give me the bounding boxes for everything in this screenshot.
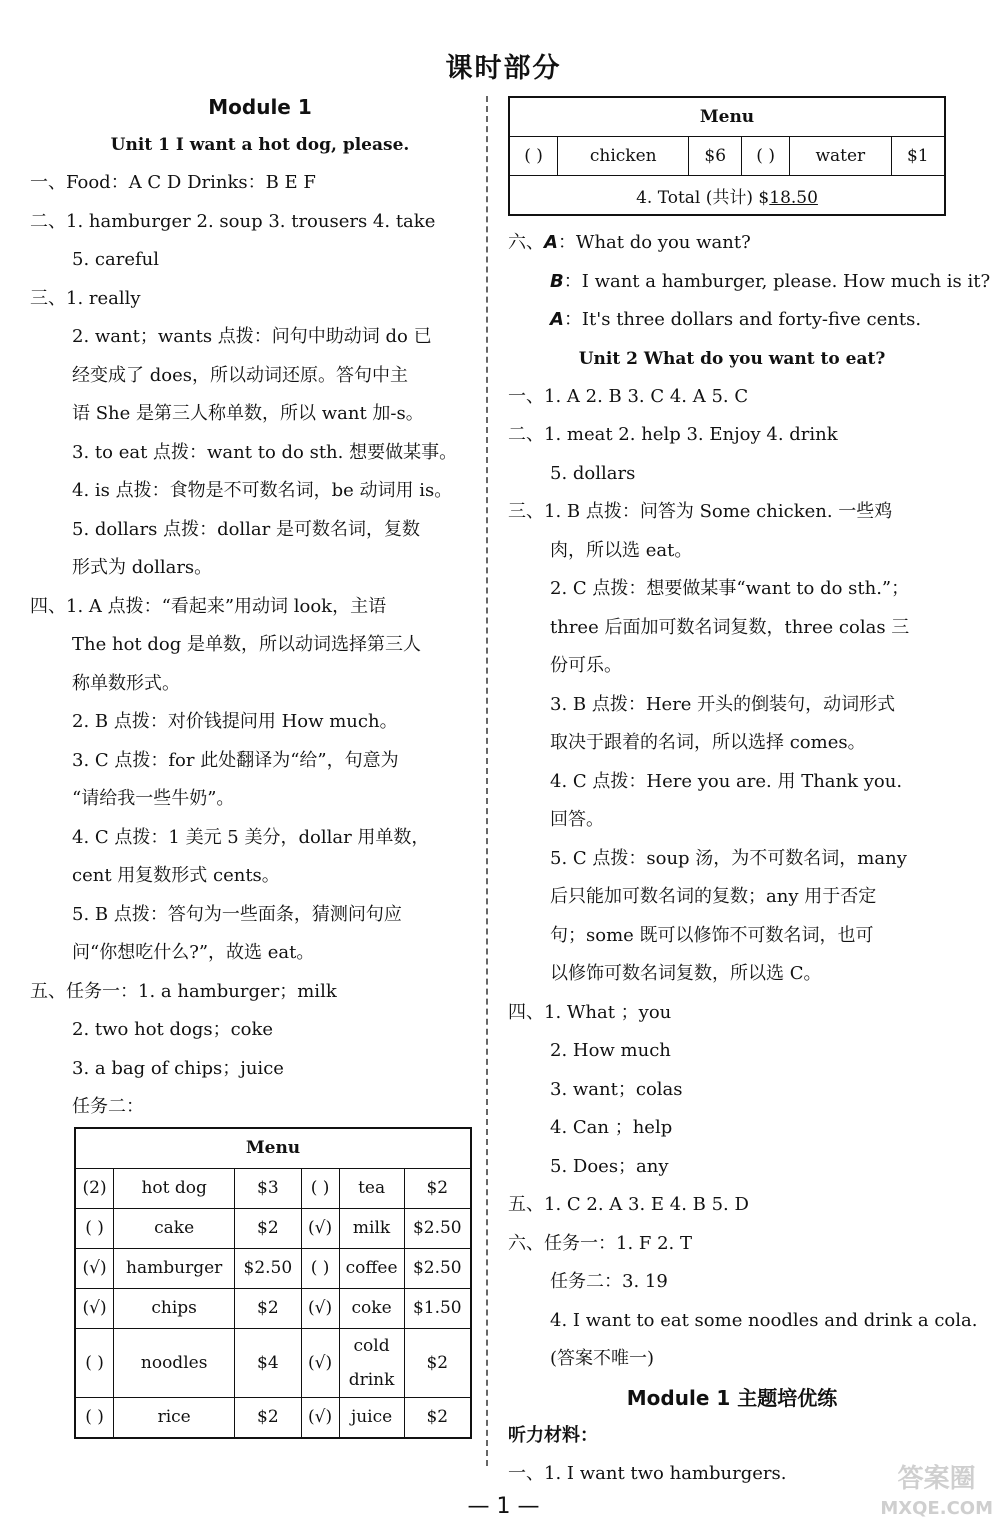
answer-line: 四、1. A 点拨：“看起来”用动词 look，主语 <box>30 595 387 617</box>
menu-cell: (√) <box>301 1288 339 1328</box>
answer-line: 形式为 dollars。 <box>72 557 213 578</box>
answer-line: 3. a bag of chips；juice <box>72 1057 284 1079</box>
menu-cell: $1 <box>891 137 945 176</box>
answer-line: cent 用复数形式 cents。 <box>72 865 280 886</box>
listening-label: 听力材料： <box>508 1424 598 1446</box>
menu-cell: $2 <box>235 1397 301 1438</box>
watermark-url: MXQE.COM <box>880 1498 993 1519</box>
dialog-line <box>508 263 991 302</box>
answer-line: 经变成了 does，所以动词还原。答句中主 <box>72 364 408 386</box>
answer-line: 2. want；wants 点拨：问句中助动词 do 已 <box>72 326 432 347</box>
dialog-line <box>508 224 956 263</box>
menu-cell: hamburger <box>114 1248 235 1288</box>
menu-cell: water <box>790 137 892 176</box>
menu-cell: (√) <box>301 1208 339 1248</box>
answer-line: 称单数形式。 <box>72 672 180 694</box>
answer-line: 3. want；colas <box>550 1078 683 1100</box>
answer-line: 3. B 点拨：Here 开头的倒装句，动词形式 <box>550 693 896 715</box>
answer-line: 六、任务一：1. F 2. T <box>508 1232 693 1254</box>
speaker: A <box>544 232 558 253</box>
answer-line: 4. is 点拨：食物是不可数名词，be 动词用 is。 <box>72 480 453 501</box>
menu-cell: noodles <box>114 1328 235 1397</box>
menu-cell: $2 <box>235 1288 301 1328</box>
menu-cell: ( ) <box>75 1208 114 1248</box>
answer-line: “请给我一些牛奶”。 <box>72 788 235 809</box>
answer-line: 5. C 点拨：soup 汤，为不可数名词，many <box>550 847 907 869</box>
watermark-logo <box>880 1464 993 1524</box>
answer-line: 3. C 点拨：for 此处翻译为“给”，句意为 <box>72 749 399 771</box>
speaker: B <box>550 270 564 292</box>
dialog-line <box>508 301 956 340</box>
menu-cell: $2.50 <box>404 1208 471 1248</box>
answer-line: 4. C 点拨：1 美元 5 美分，dollar 用单数， <box>72 826 430 848</box>
menu-cell: tea <box>339 1168 404 1208</box>
menu-cell: ( ) <box>301 1168 339 1208</box>
speaker: A <box>550 309 564 330</box>
answer-line: 2. two hot dogs；coke <box>72 1019 274 1040</box>
menu-cell: $6 <box>689 137 742 176</box>
dialog-text: ：I want a hamburger, please. How much is it? <box>563 270 991 292</box>
answer-line: 一、1. A 2. B 3. C 4. A 5. C <box>508 385 749 407</box>
table-row <box>75 1248 471 1288</box>
right-column <box>508 96 991 1494</box>
practice-title: Module 1 主题培优练 <box>626 1385 838 1410</box>
dialog-text: ：What do you want? <box>557 232 751 253</box>
answer-line: 回答。 <box>550 809 604 830</box>
answer-line: 以修饰可数名词复数，所以选 C。 <box>550 963 822 984</box>
answer-line: 句；some 既可以修饰不可数名词，也可 <box>550 924 874 946</box>
menu-cell: cold drink <box>339 1328 404 1397</box>
menu-cell: $2 <box>404 1168 471 1208</box>
unit-title: Unit 1 I want a hot dog, please. <box>110 135 410 155</box>
answer-line: 5. Does；any <box>550 1155 669 1177</box>
left-column <box>30 88 490 1439</box>
menu-cell: coke <box>339 1288 404 1328</box>
menu-cell: (2) <box>75 1168 114 1208</box>
menu-cell: chips <box>114 1288 235 1328</box>
menu-cell: ( ) <box>75 1328 114 1397</box>
unit-title: Unit 2 What do you want to eat? <box>578 348 886 369</box>
answer-line: 三、1. really <box>30 287 141 309</box>
answer-line: 三、1. B 点拨：问答为 Some chicken. 一些鸡 <box>508 501 893 522</box>
answer-line: 5. careful <box>72 249 159 270</box>
page-number: — 1 — <box>467 1494 540 1519</box>
menu-cell: chicken <box>558 137 689 176</box>
table-row <box>75 1328 471 1397</box>
answer-line: 五、任务一：1. a hamburger；milk <box>30 980 337 1002</box>
menu-cell: ( ) <box>75 1397 114 1438</box>
menu-cell: cake <box>114 1208 235 1248</box>
menu-cell: ( ) <box>509 137 558 176</box>
answer-line: 后只能加可数名词的复数；any 用于否定 <box>550 886 877 907</box>
answer-line: three 后面加可数名词复数，three colas 三 <box>550 616 910 638</box>
table-row <box>75 1288 471 1328</box>
answer-line: 份可乐。 <box>550 655 622 676</box>
menu-cell: $3 <box>235 1168 301 1208</box>
answer-line: (答案不唯一) <box>550 1348 655 1369</box>
menu-table <box>74 1127 472 1439</box>
answer-line: 五、1. C 2. A 3. E 4. B 5. D <box>508 1194 749 1215</box>
total-value: 18.50 <box>769 187 818 208</box>
answer-line: 四、1. What ；you <box>508 1001 672 1023</box>
answer-line: 任务二：3. 19 <box>550 1271 668 1292</box>
menu-cell: rice <box>114 1397 235 1438</box>
section-number: 六、 <box>508 232 544 253</box>
menu-cell: $2.50 <box>404 1248 471 1288</box>
answer-line: 二、1. hamburger 2. soup 3. trousers 4. take <box>30 210 436 232</box>
answer-line: 问“你想吃什么?”，故选 eat。 <box>72 942 315 963</box>
menu-cell: $2 <box>235 1208 301 1248</box>
menu-cell: (√) <box>301 1397 339 1438</box>
menu-cell: (√) <box>75 1248 114 1288</box>
table-row <box>75 1168 471 1208</box>
page-title: 课时部分 <box>445 53 562 84</box>
menu-cell: $4 <box>235 1328 301 1397</box>
menu-table-2 <box>508 96 946 216</box>
menu-cell: $1.50 <box>404 1288 471 1328</box>
table-row <box>75 1208 471 1248</box>
menu-cell: $2 <box>404 1397 471 1438</box>
answer-line: 4. Can ；help <box>550 1117 673 1138</box>
answer-line: 一、1. I want two hamburgers. <box>508 1463 787 1484</box>
menu-cell: ( ) <box>301 1248 339 1288</box>
answer-line: 二、1. meat 2. help 3. Enjoy 4. drink <box>508 424 838 445</box>
module-title: Module 1 <box>208 95 312 119</box>
table-row <box>509 176 945 216</box>
answer-line: 5. dollars 点拨：dollar 是可数名词，复数 <box>72 518 420 540</box>
total-label: 4. Total (共计) $ <box>636 187 770 208</box>
answer-line: 语 She 是第三人称单数，所以 want 加-s。 <box>72 403 424 424</box>
answer-line: 4. I want to eat some noodles and drink a cola. <box>550 1309 978 1331</box>
menu-cell: (√) <box>75 1288 114 1328</box>
answer-line: 2. B 点拨：对价钱提问用 How much。 <box>72 711 398 732</box>
menu-cell: $2.50 <box>235 1248 301 1288</box>
answer-line: 3. to eat 点拨：want to do sth. 想要做某事。 <box>72 441 458 463</box>
answer-line: 4. C 点拨：Here you are. 用 Thank you. <box>550 770 903 792</box>
menu-total <box>509 176 945 216</box>
answer-line: 一、Food：A C D Drinks：B E F <box>30 172 316 193</box>
menu-cell: hot dog <box>114 1168 235 1208</box>
answer-line: 2. C 点拨：想要做某事“want to do sth.”； <box>550 578 910 599</box>
watermark-text: 答案圈 <box>897 1464 976 1494</box>
menu-title: Menu <box>75 1128 471 1169</box>
menu-cell: $2 <box>404 1328 471 1397</box>
dialog-text: ：It's three dollars and forty-five cents. <box>563 309 922 330</box>
answer-line: 肉，所以选 eat。 <box>550 539 693 561</box>
answer-line: 5. dollars <box>550 462 636 484</box>
answer-line: 5. B 点拨：答句为一些面条，猜测问句应 <box>72 903 402 925</box>
answer-line: The hot dog 是单数，所以动词选择第三人 <box>72 634 421 655</box>
menu-cell: juice <box>339 1397 404 1438</box>
menu-title: Menu <box>509 97 945 137</box>
menu-cell: (√) <box>301 1328 339 1397</box>
menu-cell: milk <box>339 1208 404 1248</box>
answer-line: 任务二： <box>72 1096 144 1117</box>
answer-line: 取决于跟着的名词，所以选择 comes。 <box>550 732 866 753</box>
table-row <box>509 137 945 176</box>
table-row <box>75 1397 471 1438</box>
menu-cell: coffee <box>339 1248 404 1288</box>
answer-line: 2. How much <box>550 1040 671 1061</box>
menu-cell: ( ) <box>742 137 790 176</box>
